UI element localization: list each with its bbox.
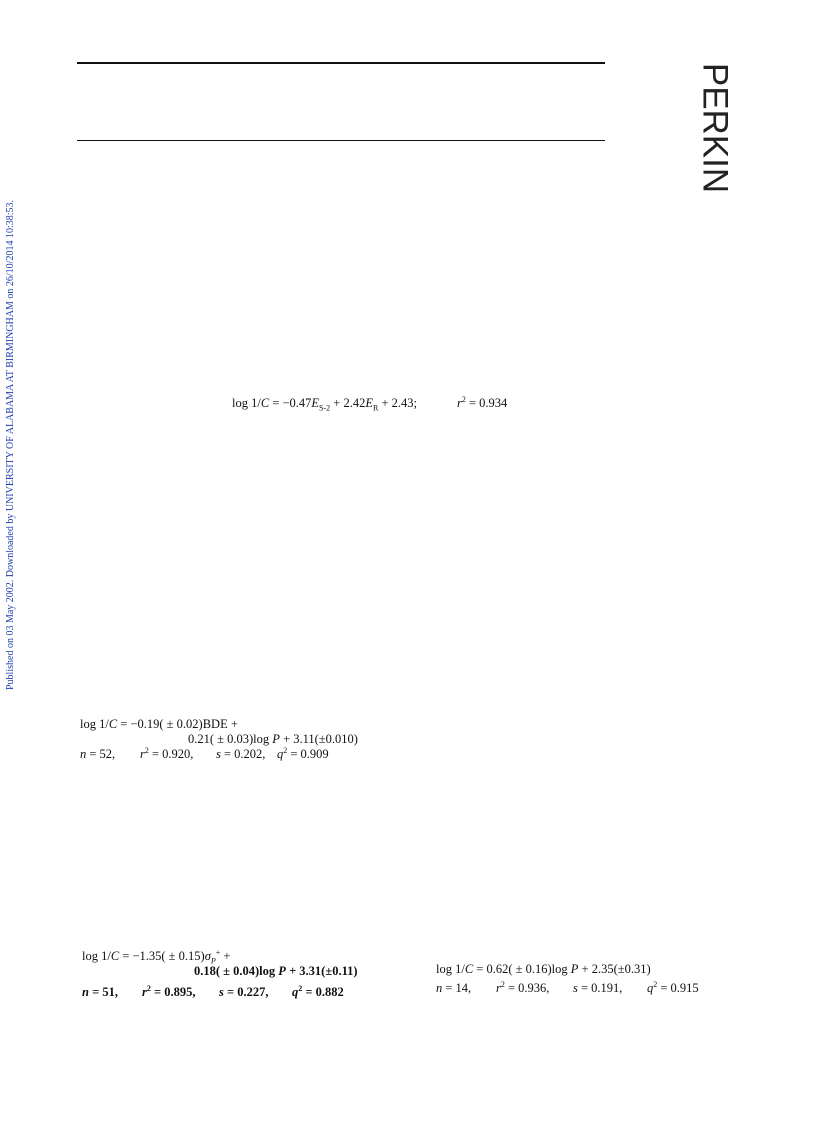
eq1-lhs: log 1/ <box>232 396 261 410</box>
eq4-n <box>436 982 496 995</box>
eq1-r2-sup: 2 <box>461 394 466 404</box>
eq3-q2 <box>292 983 344 999</box>
eq3-q2-sup: 2 <box>298 983 303 993</box>
eq2-r2-var: r <box>140 747 145 761</box>
eq2-s-var: s <box>216 747 221 761</box>
eq4-s <box>573 982 647 995</box>
eq2-q2 <box>277 745 329 761</box>
eq4-s-var: s <box>573 981 578 995</box>
eq4-r2-val: = 0.936, <box>504 981 550 995</box>
eq3-n-val: = 51, <box>88 985 118 999</box>
eq3-intercept: + 3.31(±0.11) <box>285 964 358 978</box>
top-rule <box>77 62 605 64</box>
equation-3-line-2 <box>194 965 358 978</box>
eq3-r2-sup: 2 <box>146 983 151 993</box>
eq4-q2-sup: 2 <box>653 979 658 989</box>
eq3-lhs: log 1/ <box>82 949 111 963</box>
eq3-q2-val: = 0.882 <box>302 985 344 999</box>
eq1-r2 <box>457 396 507 410</box>
perkin-logo <box>690 58 740 198</box>
eq4-q2-val: = 0.915 <box>657 981 699 995</box>
eq1-r2-val: = 0.934 <box>465 396 508 410</box>
eq2-q2-var: q <box>277 747 284 761</box>
eq1-lhs-var: C <box>260 396 270 410</box>
eq4-n-var: n <box>436 981 443 995</box>
eq4-s-val: = 0.191, <box>577 981 623 995</box>
eq3-p-var: P <box>278 964 286 978</box>
eq3-s-val: = 0.227, <box>223 985 269 999</box>
eq2-lhs-var: C <box>108 717 118 731</box>
eq1-term-b: + 2.42 <box>330 396 366 410</box>
eq3-sigma: σ <box>204 949 211 963</box>
header-rule <box>77 140 605 141</box>
eq4-n-val: = 14, <box>442 981 472 995</box>
eq3-s <box>219 986 292 999</box>
eq3-logp-coef: 0.18( ± 0.04)log <box>194 964 279 978</box>
equation-3-line-1 <box>82 947 231 966</box>
eq2-n <box>80 748 140 761</box>
equation-4-stats <box>436 979 699 995</box>
eq2-r2 <box>140 745 216 761</box>
eq1-r2-var: r <box>457 396 462 410</box>
eq3-q2-var: q <box>292 985 299 999</box>
eq3-sigma-coef: = −1.35( ± 0.15) <box>119 949 205 963</box>
eq4-intercept: + 2.35(±0.31) <box>578 962 651 976</box>
eq2-lhs: log 1/ <box>80 717 109 731</box>
eq4-r2 <box>496 979 573 995</box>
eq4-logp-coef: = 0.62( ± 0.16)log <box>473 962 571 976</box>
eq2-q2-sup: 2 <box>283 745 288 755</box>
perkin-logo-text: PERKIN <box>695 62 735 194</box>
eq2-p-var: P <box>272 732 280 746</box>
eq1-var-b: E <box>365 396 373 410</box>
eq3-sigma-sub: P <box>210 956 216 966</box>
eq4-p-var: P <box>570 962 579 976</box>
eq1-term-c: + 2.43; <box>378 396 417 410</box>
eq3-n <box>82 986 142 999</box>
equation-4-line-1 <box>436 963 651 976</box>
eq4-r2-var: r <box>496 981 501 995</box>
eq2-n-var: n <box>80 747 87 761</box>
equation-2-line-1 <box>80 718 238 731</box>
eq3-lhs-var: C <box>110 949 120 963</box>
eq3-s-var: s <box>219 985 224 999</box>
eq4-lhs-var: C <box>464 962 474 976</box>
eq2-intercept: + 3.11(±0.010) <box>279 732 358 746</box>
equation-2-line-2 <box>188 733 358 746</box>
eq3-r2-var: r <box>142 985 147 999</box>
eq1-sub-b: R <box>373 403 379 413</box>
eq2-s <box>216 748 277 761</box>
eq3-n-var: n <box>82 985 89 999</box>
eq1-var-a: E <box>311 396 320 410</box>
eq4-q2 <box>647 979 699 995</box>
eq2-s-val: = 0.202, <box>220 747 266 761</box>
eq1-term-a: = −0.47 <box>269 396 312 410</box>
eq1-sub-a: S-2 <box>319 403 331 413</box>
equation-1 <box>232 394 508 413</box>
eq4-r2-sup: 2 <box>500 979 505 989</box>
eq3-r2 <box>142 983 219 999</box>
equation-2-stats <box>80 745 329 761</box>
eq2-r2-val: = 0.920, <box>148 747 194 761</box>
eq4-q2-var: q <box>647 981 654 995</box>
eq2-r2-sup: 2 <box>144 745 149 755</box>
publication-notice-link[interactable]: Published on 03 May 2002. Downloaded by UNIVERSITY OF ALABAMA AT BIRMINGHAM on 26/10/2014 10:38:53. <box>5 199 16 691</box>
eq2-bde-term: = −0.19( ± 0.02)BDE + <box>117 717 238 731</box>
eq2-logp-coef: 0.21( ± 0.03)log <box>188 732 273 746</box>
eq3-r2-val: = 0.895, <box>150 985 196 999</box>
publication-sidebar <box>4 180 18 710</box>
eq2-n-val: = 52, <box>86 747 116 761</box>
eq3-plus: + <box>220 949 231 963</box>
equation-3-stats <box>82 983 344 999</box>
eq3-sigma-sup: + <box>215 947 221 957</box>
eq2-q2-val: = 0.909 <box>287 747 329 761</box>
eq4-lhs: log 1/ <box>436 962 465 976</box>
